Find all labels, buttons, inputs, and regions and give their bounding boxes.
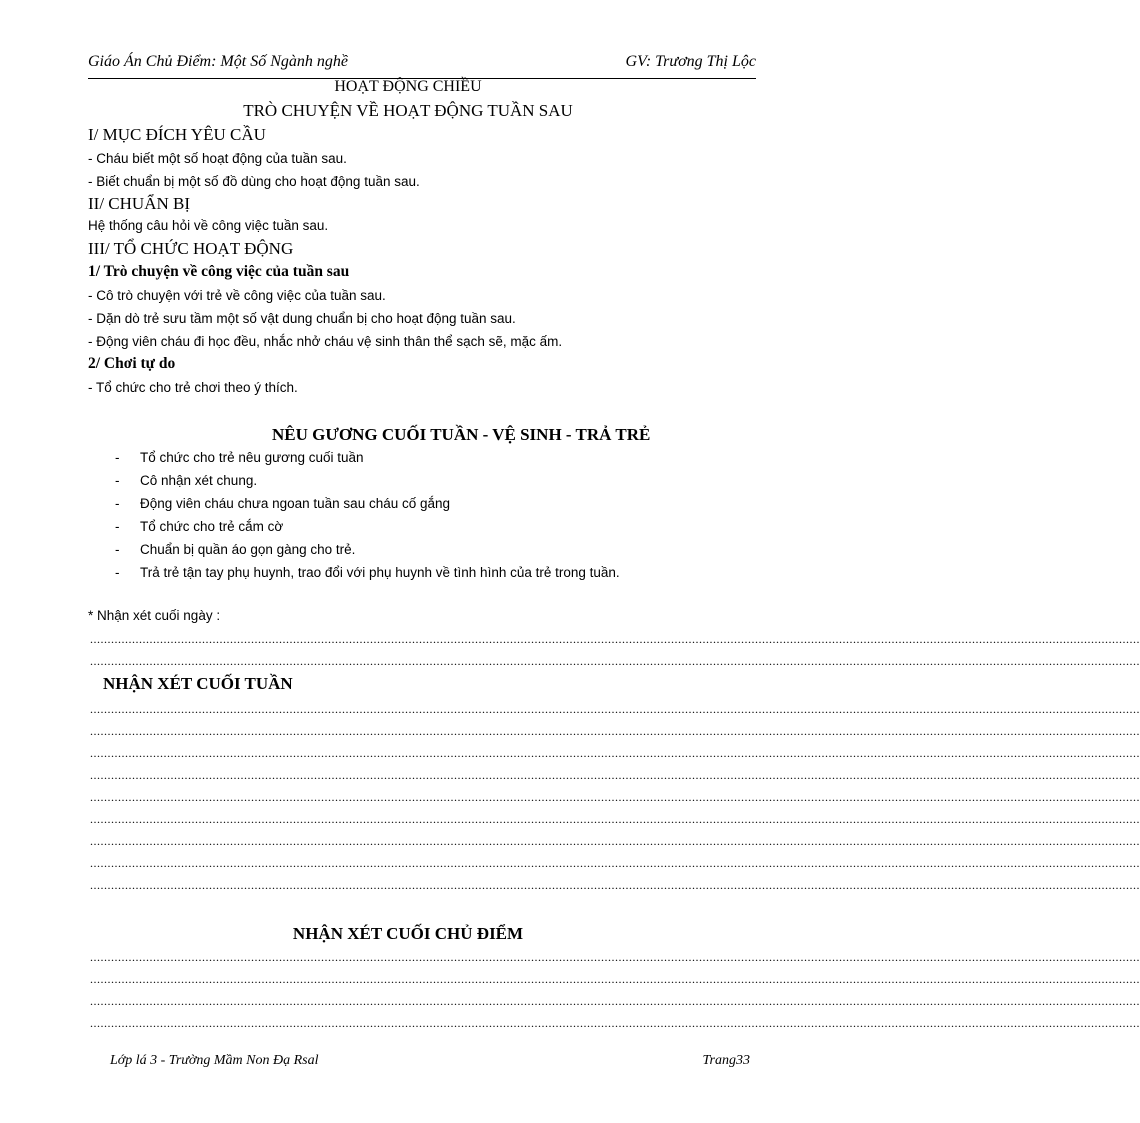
prep-heading: II/ CHUẨN BỊ [88, 194, 190, 213]
theme-review-line-4[interactable]: ............................................................................................................................................................................................................................................................................................................ [90, 1016, 1140, 1030]
weekly-review-line-9[interactable]: ............................................................................................................................................................................................................................................................................................................ [90, 878, 1140, 892]
weekly-review-line-8[interactable]: ............................................................................................................................................................................................................................................................................................................ [90, 856, 1140, 870]
list-item: - Tổ chức cho trẻ nêu gương cuối tuần [115, 446, 620, 469]
daily-note-line-2[interactable]: ............................................................................................................................................................................................................................................................................................................ [90, 654, 1140, 668]
page-footer [110, 1053, 750, 1069]
section1-subtitle: TRÒ CHUYỆN VỀ HOẠT ĐỘNG TUẦN SAU [243, 101, 573, 120]
weekly-review-line-4[interactable]: ............................................................................................................................................................................................................................................................................................................ [90, 768, 1140, 782]
section2-list [115, 446, 620, 584]
daily-note-label: * Nhận xét cuối ngày : [88, 608, 221, 623]
weekly-review-title: NHẬN XÉT CUỐI TUẦN [103, 674, 293, 693]
header-right: GV: Trương Thị Lộc [625, 53, 756, 70]
activity1-item-1: - Cô trò chuyện với trẻ về công việc của tuần sau. [88, 288, 386, 303]
list-item: - Động viên cháu chưa ngoan tuần sau cháu cố gắng [115, 492, 620, 515]
purpose-item-1: - Cháu biết một số hoạt động của tuần sau. [88, 151, 347, 166]
weekly-review-line-1[interactable]: ............................................................................................................................................................................................................................................................................................................ [90, 702, 1140, 716]
daily-note-line-1[interactable]: ............................................................................................................................................................................................................................................................................................................ [90, 632, 1140, 646]
theme-review-line-3[interactable]: ............................................................................................................................................................................................................................................................................................................ [90, 994, 1140, 1008]
footer-right: Trang33 [702, 1053, 750, 1068]
prep-text: Hệ thống câu hỏi về công việc tuần sau. [88, 218, 329, 233]
activity1-item-3: - Động viên cháu đi học đều, nhắc nhở cháu vệ sinh thân thể sạch sẽ, mặc ấm. [88, 334, 563, 349]
weekly-review-line-6[interactable]: ............................................................................................................................................................................................................................................................................................................ [90, 812, 1140, 826]
weekly-review-line-7[interactable]: ............................................................................................................................................................................................................................................................................................................ [90, 834, 1140, 848]
footer-left: Lớp lá 3 - Trường Mầm Non Đạ Rsal [110, 1053, 319, 1068]
list-item: - Tổ chức cho trẻ cắm cờ [115, 515, 620, 538]
weekly-review-line-5[interactable]: ............................................................................................................................................................................................................................................................................................................ [90, 790, 1140, 804]
activity2-item-1: - Tổ chức cho trẻ chơi theo ý thích. [88, 380, 298, 395]
org-heading: III/ TỔ CHỨC HOẠT ĐỘNG [88, 239, 294, 258]
weekly-review-line-3[interactable]: ............................................................................................................................................................................................................................................................................................................ [90, 746, 1140, 760]
activity1-heading: 1/ Trò chuyện về công việc của tuần sau [88, 263, 350, 280]
purpose-heading: I/ MỤC ĐÍCH YÊU CẦU [88, 125, 266, 144]
theme-review-line-1[interactable]: ............................................................................................................................................................................................................................................................................................................ [90, 950, 1140, 964]
page-header [88, 50, 756, 79]
theme-review-line-2[interactable]: ............................................................................................................................................................................................................................................................................................................ [90, 972, 1140, 986]
activity1-item-2: - Dặn dò trẻ sưu tầm một số vật dung chuẩn bị cho hoạt động tuần sau. [88, 311, 516, 326]
header-left: Giáo Án Chủ Điểm: Một Số Ngành nghề [88, 53, 348, 70]
purpose-item-2: - Biết chuẩn bị một số đồ dùng cho hoạt động tuần sau. [88, 174, 420, 189]
weekly-review-line-2[interactable]: ............................................................................................................................................................................................................................................................................................................ [90, 724, 1140, 738]
list-item: - Trả trẻ tận tay phụ huynh, trao đổi với phụ huynh về tình hình của trẻ trong tuần. [115, 561, 620, 584]
activity2-heading: 2/ Chơi tự do [88, 355, 176, 372]
list-item: - Cô nhận xét chung. [115, 469, 620, 492]
list-item: - Chuẩn bị quần áo gọn gàng cho trẻ. [115, 538, 620, 561]
section2-title: NÊU GƯƠNG CUỐI TUẦN - VỆ SINH - TRẢ TRẺ [272, 425, 651, 444]
theme-review-title: NHẬN XÉT CUỐI CHỦ ĐIỂM [292, 924, 524, 943]
section1-title: HOẠT ĐỘNG CHIỀU [334, 78, 482, 95]
